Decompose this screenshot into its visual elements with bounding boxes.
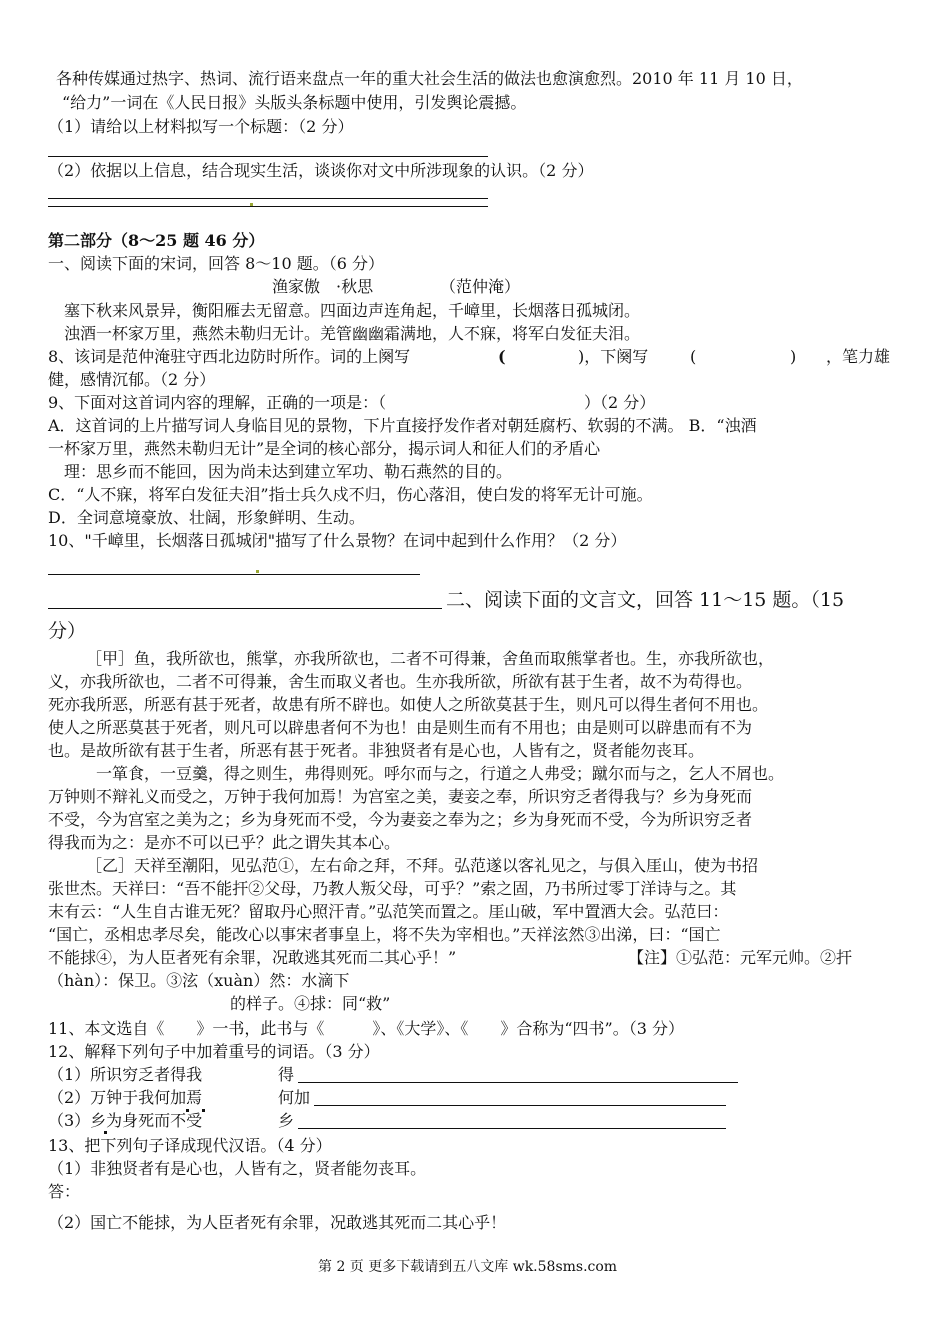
question-8-bracket-close: ) [790, 347, 797, 366]
passage-jia-5: 也。是故所欲有甚于生者，所恶有甚于死者。非独贤者有是心也，人皆有之，贤者能勿丧耳。 [48, 741, 705, 760]
question-1: （1）请给以上材料拟写一个标题：（2 分） [48, 117, 354, 136]
passage-jia-9: 得我而为之：是亦不可以已乎？此之谓失其本心。 [48, 833, 401, 852]
option-b-cont-2: 理：思乡而不能回，因为尚未达到建立军功、勒石燕然的目的。 [64, 462, 513, 481]
note-3: 的样子。④捄：同“救” [230, 994, 391, 1013]
question-12: 12、解释下列句子中加着重号的词语。（3 分） [48, 1042, 380, 1061]
passage-yi-1: ［乙］天祥至潮阳，见弘范①，左右命之拜，不拜。弘范遂以客礼见之，与俱入厓山，使为书招 [86, 856, 759, 875]
section-1-title: 一、阅读下面的宋词，回答 8～10 题。（6 分） [48, 254, 384, 273]
poem-line-1: 塞下秋来风景异，衡阳雁去无留意。四面边声连角起，千嶂里，长烟落日孤城闭。 [64, 301, 641, 320]
question-13-2: （2）国亡不能捄，为人臣者死有余罪，况敢逃其死而二其心乎！ [48, 1213, 507, 1232]
answer-line [314, 1105, 726, 1106]
passage-jia-7: 万钟则不辩礼义而受之，万钟于我何加焉！为宫室之美，妻妾之奉，所识穷乏者得我与？乡为身死而 [48, 787, 753, 806]
question-8-part-f: ，笔力雄 [826, 347, 891, 366]
passage-jia-3: 死亦我所恶，所恶有甚于死者，故患有所不辟也。如使人之所欲莫甚于生，则凡可以得生者何不用也。 [48, 695, 769, 714]
question-2: （2）依据以上信息，结合现实生活，谈谈你对文中所涉现象的认识。（2 分） [48, 161, 594, 180]
passage-jia-8: 不受，今为宫室之美为之；乡为身死而不受，今为妻妾之奉为之；乡为身死而不受，今为所识穷乏者 [48, 810, 753, 829]
passage-jia-6: 一箪食，一豆羹，得之则生，弗得则死。呼尔而与之，行道之人弗受；蹴尔而与之，乞人不屑也。 [96, 764, 785, 783]
mark-dot [250, 203, 253, 206]
mark-dot [256, 570, 259, 573]
question-8-part-c: )，下阕写 [578, 347, 649, 366]
question-12-2-word: 何加 [278, 1088, 311, 1107]
question-9: 9、下面对这首词内容的理解，正确的一项是：（ [48, 393, 387, 412]
passage-yi-2: 张世杰。天祥曰：“吾不能扞②父母，乃教人叛父母，可乎？”索之固，乃书所过零丁洋诗与之。其 [48, 879, 737, 898]
poem-line-2: 浊酒一杯家万里，燕然未勒归无计。羌管幽幽霜满地，人不寐，将军白发征夫泪。 [64, 324, 641, 343]
question-8-bracket-open-2: ( [690, 347, 697, 366]
emphasis-dot [104, 1131, 107, 1134]
passage-yi-3: 末有云：“人生自古谁无死？留取丹心照汗青。”弘范笑而置之。厓山破，军中置酒大会。弘范曰： [48, 902, 729, 921]
question-8 [48, 346, 410, 368]
answer-line [48, 156, 488, 157]
option-d: D．全词意境豪放、壮阔，形象鲜明、生动。 [48, 508, 365, 527]
answer-line [48, 608, 442, 609]
poem-author: （范仲淹） [440, 277, 521, 296]
answer-line [48, 206, 488, 207]
question-8-line-2: 健，感情沉郁。（2 分） [48, 370, 216, 389]
passage-jia-1: ［甲］鱼，我所欲也，熊掌，亦我所欲也，二者不可得兼，舍鱼而取熊掌者也。生，亦我所欲也， [86, 649, 775, 668]
emphasis-dot [202, 1109, 205, 1112]
answer-label: 答： [48, 1182, 81, 1201]
part-2-heading: 第二部分（8～25 题 46 分） [48, 231, 265, 250]
option-b-cont: 一杯家万里，燕然未勒归无计”是全词的核心部分，揭示词人和征人们的矛盾心 [48, 439, 601, 458]
question-13: 13、把下列句子译成现代汉语。（4 分） [48, 1136, 332, 1155]
poem-title: 渔家傲 ·秋思 [272, 277, 374, 296]
passage-jia-4: 使人之所恶莫甚于死者，则凡可以辟患者何不为也！由是则生而有不用也；由是则可以辟患而有不为 [48, 718, 753, 737]
page-footer: 第 2 页 更多下载请到五八文库 wk.58sms.com [318, 1259, 618, 1275]
question-12-3: （3）乡为身死而不受 [48, 1111, 203, 1130]
question-12-3-word: 乡 [278, 1111, 295, 1130]
passage-jia-2: 义，亦我所欲也，二者不可得兼，舍生而取义者也。生亦我所欲，所欲有甚于生者，故不为苟得也。 [48, 672, 753, 691]
answer-line [48, 198, 488, 199]
question-9-end: ）（2 分） [584, 393, 656, 412]
answer-line [298, 1082, 738, 1083]
question-12-1-word: 得 [278, 1065, 295, 1084]
intro-line-2: “给力”一词在《人民日报》头版头条标题中使用，引发舆论震撼。 [62, 93, 527, 112]
note-2: （hàn）：保卫。③泫（xuàn）然：水滴下 [48, 971, 350, 990]
option-a: A．这首词的上片描写词人身临目见的景物，下片直接抒发作者对朝廷腐朽、软弱的不满。 B．“浊酒 [48, 416, 757, 435]
question-11: 11、本文选自《 》一书，此书与《 》、《大学》、《 》合称为“四书”。（3 分） [48, 1019, 684, 1038]
question-12-2: （2）万钟于我何加焉 [48, 1088, 203, 1107]
question-12-1: （1）所识穷乏者得我 [48, 1065, 203, 1084]
passage-yi-5: 不能捄④，为人臣者死有余罪，况敢逃其死而二其心乎！” [48, 948, 457, 967]
section-2-title: 二、阅读下面的文言文，回答 11～15 题。（15 [446, 589, 845, 611]
question-13-1: （1）非独贤者有是心也，人皆有之，贤者能勿丧耳。 [48, 1159, 427, 1178]
section-2-title-end: 分） [48, 620, 87, 642]
question-10: 10、"千嶂里，长烟落日孤城闭"描写了什么景物？在词中起到什么作用？（2 分） [48, 531, 627, 550]
answer-line [48, 574, 420, 575]
passage-yi-4: “国亡，丞相忠孝尽矣，能改心以事宋者事皇上，将不失为宰相也。”天祥泫然③出涕，曰：“国亡 [48, 925, 721, 944]
question-8-part-a: 8、该词是范仲淹驻守西北边防时所作。词的上阕写 [48, 347, 411, 366]
option-c: C．“人不寐，将军白发征夫泪”指士兵久戍不归，伤心落泪，使白发的将军无计可施。 [48, 485, 653, 504]
answer-line [298, 1128, 726, 1129]
question-8-bracket-open: ( [498, 347, 506, 366]
note-1: 【注】①弘范：元军元帅。②扞 [628, 948, 853, 967]
intro-line-1: 各种传媒通过热字、热词、流行语来盘点一年的重大社会生活的做法也愈演愈烈。2010 年 11 月 10 日， [56, 69, 803, 88]
